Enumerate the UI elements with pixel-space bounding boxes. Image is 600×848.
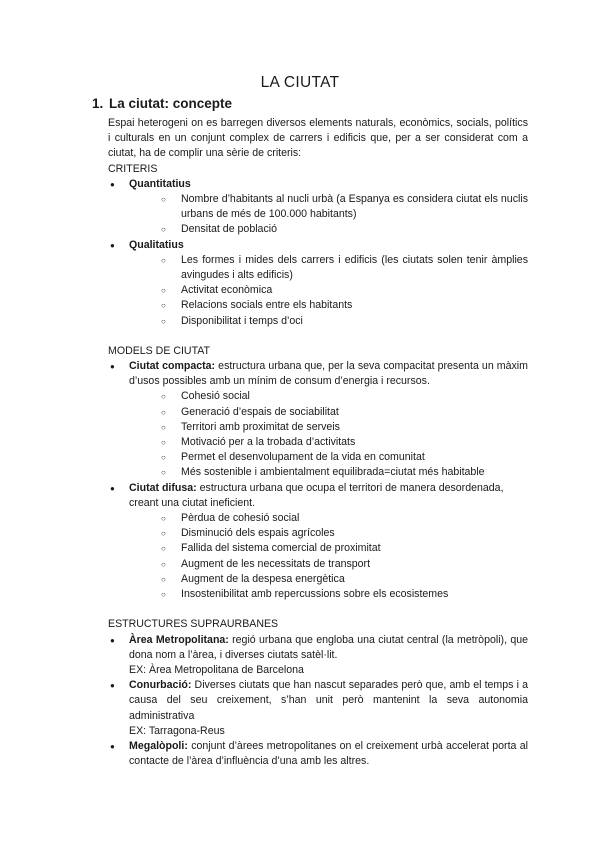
sub-list <box>129 253 528 329</box>
section-heading <box>92 96 232 111</box>
sub-list-item: ○ Cohesió social <box>129 389 528 404</box>
criteris-label: CRITERIS <box>108 162 158 175</box>
estructura-desc: regió urbana que engloba una ciutat central (la metròpoli), que dona nom a l’àrea, i diverses ciutats satèl·lit. <box>129 633 529 661</box>
estructura-example: EX: Tarragona-Reus <box>129 724 225 737</box>
sub-list-item: ○ Disminució dels espais agrícoles <box>129 526 528 541</box>
sub-list-item: ○ Més sostenible i ambientalment equilibrada=ciutat més habitable <box>129 465 528 480</box>
intro-paragraph: Espai heterogeni on es barregen diversos elements naturals, econòmics, socials, polítics i culturals en un conjunt complex de carrers i edificis que, per a ser considerat com a ciutat, ha de complir una sèrie de criteris: <box>108 117 528 160</box>
model-desc: estructura urbana que, per la seva compacitat presenta un màxim d’usos possibles amb un mínim de consum d’energia i recursos. <box>129 360 528 388</box>
list-item <box>108 238 528 329</box>
list-item <box>108 177 528 238</box>
estructura-name: Megalòpoli: <box>129 739 188 752</box>
sub-list-item: ○ Activitat econòmica <box>129 283 528 298</box>
model-desc: estructura urbana que ocupa el territori de manera desordenada, creant una ciutat ineficient. <box>129 481 504 509</box>
sub-list-item: ○ Permet el desenvolupament de la vida en comunitat <box>129 450 528 465</box>
sub-list-item: ○ Augment de les necessitats de transport <box>129 557 528 572</box>
page-title: LA CIUTAT <box>260 74 340 91</box>
list-item <box>108 359 528 481</box>
document-body <box>108 116 528 769</box>
spacer <box>108 329 528 344</box>
models-label: MODELS DE CIUTAT <box>108 344 211 357</box>
estructura-desc: conjunt d’àrees metropolitanes on el creixement urbà accelerat porta al contacte de l’àrea d’influència d’una amb les altres. <box>129 739 528 768</box>
estructura-example: EX: Àrea Metropolitana de Barcelona <box>129 663 304 676</box>
sub-list-item: ○ Territori amb proximitat de serveis <box>129 420 528 435</box>
section-heading-text: La ciutat: concepte <box>109 96 233 111</box>
sub-list-item: ○ Nombre d’habitants al nucli urbà (a Espanya es considera ciutat els nuclis urbans de més de 100.000 habitants) <box>129 192 528 222</box>
sub-list-item: ○ Les formes i mides dels carrers i edificis (les ciutats solen tenir àmplies avingudes i alts edificis) <box>129 253 528 283</box>
sub-list-item: ○ Densitat de població <box>129 222 528 237</box>
sub-list-item: ○ Disponibilitat i temps d’oci <box>129 314 528 329</box>
estructura-desc: Diverses ciutats que han nascut separades però que, amb el temps i a causa del seu creixement, s’han unit però mantenint la seva autonomia administrativa <box>129 679 528 722</box>
list-item <box>108 678 528 739</box>
model-name: Ciutat compacta: <box>129 360 216 373</box>
estructura-name: Conurbació: <box>129 679 192 692</box>
estructura-text <box>129 633 528 663</box>
criteri-label: Quantitatius <box>129 177 191 190</box>
estructures-list <box>108 633 528 770</box>
section-number: 1. <box>92 96 104 111</box>
sub-list <box>129 389 528 480</box>
model-name: Ciutat difusa: <box>129 481 197 494</box>
sub-list-item: ○ Insostenibilitat amb repercussions sobre els ecosistemes <box>129 587 528 602</box>
estructures-label: ESTRUCTURES SUPRAURBANES <box>108 618 279 631</box>
sub-list-item: ○ Generació d’espais de sociabilitat <box>129 405 528 420</box>
sub-list <box>129 511 528 602</box>
sub-list-item: ○ Fallida del sistema comercial de proximitat <box>129 541 528 556</box>
sub-list <box>129 192 528 238</box>
sub-list-item: ○ Pèrdua de cohesió social <box>129 511 528 526</box>
criteris-list <box>108 177 528 329</box>
list-item <box>108 633 528 679</box>
estructura-text <box>129 678 528 724</box>
sub-list-item: ○ Relacions socials entre els habitants <box>129 298 528 313</box>
spacer <box>108 602 528 617</box>
estructura-text <box>129 739 528 769</box>
sub-list-item: ○ Augment de la despesa energètica <box>129 572 528 587</box>
criteri-label: Qualitatius <box>129 238 184 251</box>
sub-list-item: ○ Motivació per a la trobada d’activitats <box>129 435 528 450</box>
estructura-name: Àrea Metropolitana: <box>129 633 229 646</box>
models-list <box>108 359 528 602</box>
list-item <box>108 739 528 769</box>
list-item <box>108 481 528 603</box>
